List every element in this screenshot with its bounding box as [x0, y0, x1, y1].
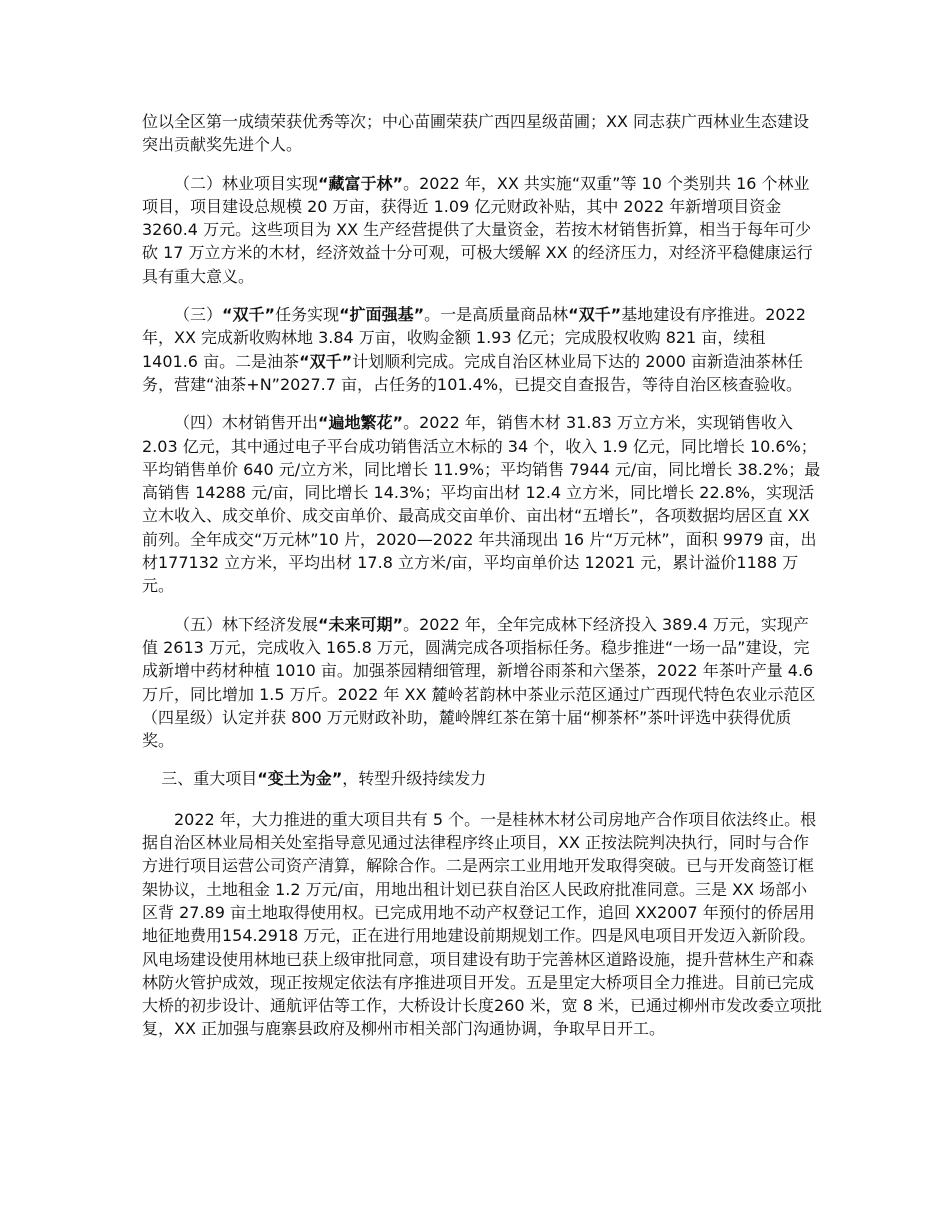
- paragraph-lead: （五）林下经济发展: [174, 614, 319, 634]
- heading-lead: 三、重大项目: [161, 769, 258, 789]
- heading-emphasis: “变土为金”: [257, 769, 343, 789]
- paragraph-body: 基地建设有序推进。2022 年，XX 完成新收购林地 3.84 万亩，收购金额 1.93 亿元；完成股权收购 821 亩，续租 1401.6 亩。二是油茶: [142, 305, 806, 371]
- paragraph-text: 位以全区第一成绩荣获优秀等次；中心苗圃荣获广西四星级苗圃；XX 同志获广西林业生态建设突出贡献奖先进个人。: [142, 112, 810, 155]
- paragraph-understory-economy: [142, 613, 822, 753]
- heading-rest: ，转型升级持续发力: [342, 769, 487, 789]
- paragraph-emphasis: “未来可期”: [318, 614, 404, 634]
- paragraph-body: 计划顺利完成。完成自治区林业局下达的 2000 亩新造油茶林任务，营建“油茶+N”2027.7 亩，占任务的101.4%，已提交自查报告，等待自治区核查验收。: [142, 351, 804, 394]
- paragraph-lead: （二）林业项目实现: [174, 173, 319, 193]
- paragraph-body: 。2022 年，全年完成林下经济投入 389.4 万元，实现产值 2613 万元，完成收入 165.8 万元，圆满完成各项指标任务。稳步推进“一场一品”建设，完成新增中药材种植 1010 亩。加强茶园精细管理，新增谷雨茶和六堡茶，2022 年茶叶产量 4.6 万斤，同比增加 1.5 万斤。2022 年 XX 麓岭茗韵林中茶业示范区通过广西现代特色农业示范区（四星级）认定并获 800 万元财政补助，麓岭牌红茶在第十届“柳茶杯”茶叶评选中获得优质奖。: [142, 614, 816, 751]
- paragraph-emphasis: “双千”: [299, 351, 353, 371]
- paragraph-emphasis: “双千”: [568, 305, 622, 325]
- paragraph-double-thousand: [142, 303, 822, 396]
- document-page: [142, 110, 822, 1056]
- paragraph-body: 任务实现: [275, 305, 340, 325]
- paragraph-body: 。2022 年，销售木材 31.83 万立方米，实现销售收入 2.03 亿元，其中通过电子平台成功销售活立木标的 34 个，收入 1.9 亿元，同比增长 10.6%；平均销售单价 640 元/立方米，同比增长 11.9%；平均销售 7944 元/亩，同比增长 38.2%；最高销售 14288 元/亩，同比增长 14.3%；平均亩出材 12.4 立方米，同比增长 22.8%，实现活立木收入、成交单价、成交亩单价、最高成交亩单价、亩出材“五增长”，各项数据均居区直 XX 前列。全年成交“万元林”10 片，2020—2022 年共涌现出 16 片“万元林”，面积 9979 亩，出材177132 立方米，平均出材 17.8 立方米/亩，平均亩单价达 12021 元，累计溢价1188 万元。: [142, 413, 821, 596]
- paragraph-emphasis: “遍地繁花”: [318, 413, 404, 433]
- paragraph-timber-sales: [142, 411, 822, 597]
- paragraph-body: 。2022 年，XX 共实施“双重”等 10 个类别共 16 个林业项目，项目建设总规模 20 万亩，获得近 1.09 亿元财政补贴，其中 2022 年新增项目资金 3260.4 万元。这些项目为 XX 生产经营提供了大量资金，若按木材销售折算，相当于每年可少砍 17 万立方米的木材，经济效益十分可观，可极大缓解 XX 的经济压力，对经济平稳健康运行具有重大意义。: [142, 173, 813, 286]
- paragraph-emphasis: “双千”: [222, 305, 276, 325]
- section-heading-major-projects: [142, 767, 822, 790]
- paragraph-emphasis: “藏富于林”: [318, 173, 404, 193]
- paragraph-lead: （三）: [174, 305, 223, 325]
- paragraph-body: 。一是高质量商品林: [424, 305, 569, 325]
- paragraph-awards: [142, 110, 822, 157]
- paragraph-text: 2022 年，大力推进的重大项目共有 5 个。一是桂林木材公司房地产合作项目依法终止。根据自治区林业局相关处室指导意见通过法律程序终止项目，XX 正按法院判决执行，同时与合作方进行项目运营公司资产清算，解除合作。二是两宗工业用地开发取得突破。已与开发商签订框架协议，土地租金 1.2 万元/亩，用地出租计划已获自治区人民政府批准同意。三是 XX 场部小区背 27.89 亩土地取得使用权。已完成用地不动产权登记工作，追回 XX2007 年预付的侨居用地征地费用154.2918 万元，正在进行用地建设前期规划工作。四是风电项目开发迈入新阶段。风电场建设使用林地已获上级审批同意，项目建设有助于完善林区道路设施，提升营林生产和森林防火管护成效，现正按规定依法有序推进项目开发。五是里定大桥项目全力推进。目前已完成大桥的初步设计、通航评估等工作，大桥设计长度260 米，宽 8 米，已通过柳州市发改委立项批复，XX 正加强与鹿寨县政府及柳州市相关部门沟通协调，争取早日开工。: [142, 809, 822, 1039]
- paragraph-major-projects: [142, 808, 822, 1041]
- paragraph-lead: （四）木材销售开出: [174, 413, 319, 433]
- paragraph-emphasis: “扩面强基”: [339, 305, 425, 325]
- paragraph-forestry-projects: [142, 172, 822, 288]
